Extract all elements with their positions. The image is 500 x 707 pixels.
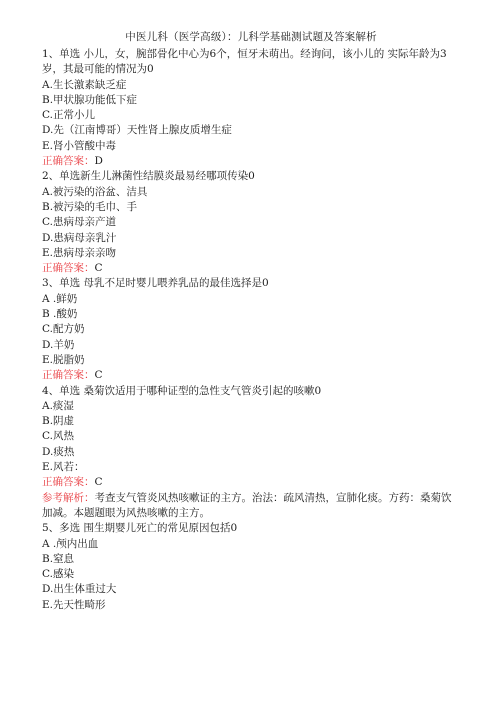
correct-answer (42, 475, 460, 490)
answer-label: 正确答案： (42, 262, 95, 275)
option-e: E.患病母亲亲吻 (42, 246, 117, 259)
answer-value: C (94, 369, 103, 382)
option-a: A .鲜奶 (42, 292, 78, 305)
question-2 (42, 169, 460, 276)
answer-value: C (94, 262, 103, 275)
option-e: E.脱脂奶 (42, 353, 85, 366)
correct-answer (42, 368, 460, 383)
option-c: C.配方奶 (42, 323, 85, 336)
option-e: E.风若： (42, 461, 85, 474)
reference-analysis (42, 491, 460, 522)
analysis-label: 参考解析： (42, 491, 95, 504)
option-b: B.被污染的毛巾、手 (42, 200, 138, 213)
option-c: C.正常小儿 (42, 109, 95, 122)
option-c: C.风热 (42, 430, 74, 443)
answer-label: 正确答案： (42, 476, 95, 489)
question-stem: 2、单选新生儿淋菌性结膜炎最易经哪项传染0 (42, 170, 255, 183)
option-b: B.窒息 (42, 552, 75, 565)
correct-answer (42, 154, 460, 169)
answer-label: 正确答案： (42, 155, 95, 168)
answer-label: 正确答案： (42, 369, 95, 382)
option-d: D.出生体重过大 (42, 583, 117, 596)
option-c: C.感染 (42, 568, 74, 581)
option-d: D.羊奶 (42, 338, 75, 351)
question-3 (42, 276, 460, 383)
option-d: D.先（江南博哥）天性肾上腺皮质增生症 (42, 124, 232, 137)
option-a: A.痰湿 (42, 399, 74, 412)
option-b: B.阴虚 (42, 415, 75, 428)
answer-value: C (94, 476, 103, 489)
option-b: B.甲状腺功能低下症 (42, 93, 138, 106)
option-e: E.先天性畸形 (42, 598, 106, 611)
question-1 (42, 47, 460, 169)
question-5 (42, 521, 460, 613)
option-c: C.患病母亲产道 (42, 216, 116, 229)
question-stem: 1、单选 小儿，女，腕部骨化中心为6个，恒牙未萌出。经询问，该小儿的 实际年龄为3岁，其最可能的情况为0 (42, 48, 447, 76)
question-stem: 5、多选 围生期婴儿死亡的常见原因包括0 (42, 522, 238, 535)
question-4 (42, 384, 460, 522)
option-a: A.被污染的浴盆、洁具 (42, 185, 148, 198)
document-title: 中医儿科（医学高级）：儿科学基础测试题及答案解析 (125, 31, 377, 43)
analysis-text: 考查支气管炎风热咳嗽证的主方。治法：疏风清热，宣肺化痰。方药：桑菊饮加减。本题题眼为风热咳嗽的主方。 (42, 491, 452, 519)
correct-answer (42, 261, 460, 276)
answer-value: D (94, 155, 103, 168)
question-stem: 4、单选 桑菊饮适用于哪种证型的急性支气管炎引起的咳嗽0 (42, 384, 322, 397)
question-stem: 3、单选 母乳不足时婴儿喂养乳品的最佳选择是0 (42, 277, 269, 290)
option-a: A.生长激素缺乏症 (42, 78, 127, 91)
option-d: D.痰热 (42, 445, 75, 458)
option-e: E.肾小管酸中毒 (42, 139, 117, 152)
option-d: D.患病母亲乳汁 (42, 231, 117, 244)
option-b: B .酸奶 (42, 308, 78, 321)
option-a: A .颅内出血 (42, 537, 99, 550)
